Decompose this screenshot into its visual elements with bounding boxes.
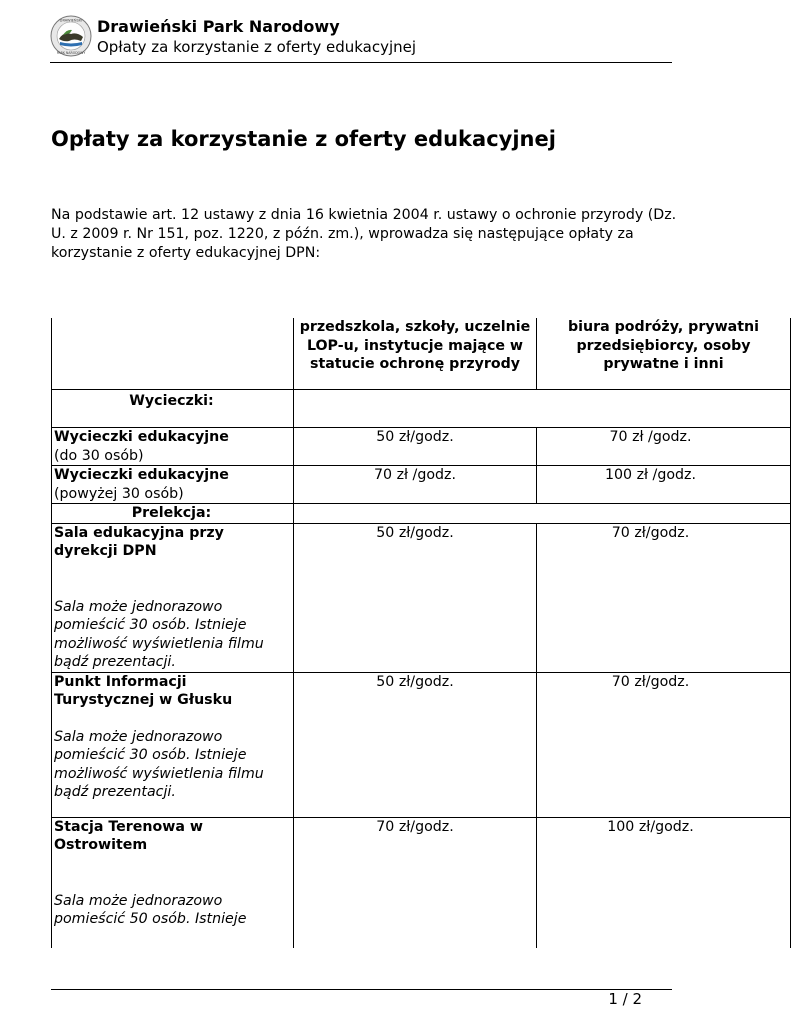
intro-paragraph: Na podstawie art. 12 ustawy z dnia 16 kwietnia 2004 r. ustawy o ochronie przyrody (Dz. U. z 2009 r. Nr 151, poz. 1220, z późn. zm.), wprowadza się następujące opłaty za korzystanie z oferty edukacyjnej DPN: [51, 207, 677, 261]
row-label-cell [52, 817, 294, 948]
row-note: Sala może jednorazowo pomieścić 50 osób. Istnieje [54, 892, 247, 927]
price-schools: 70 zł/godz. [294, 817, 537, 948]
row-label-cell [52, 523, 294, 672]
price-private: 100 zł /godz. [537, 466, 791, 504]
section-row-lectures [52, 504, 791, 524]
table-row [52, 672, 791, 817]
row-label-cell [52, 672, 294, 817]
price-private: 100 zł/godz. [537, 817, 791, 948]
park-logo-icon [50, 15, 92, 57]
table-row [52, 466, 791, 504]
page-footer [51, 989, 672, 1008]
fee-table-container [51, 318, 759, 938]
header-cell-private: biura podróży, prywatni przedsiębiorcy, osoby prywatne i inni [537, 318, 791, 390]
price-schools: 50 zł/godz. [294, 428, 537, 466]
row-note: Sala może jednorazowo pomieścić 30 osób. Istnieje możliwość wyświetlenia filmu bądź prezentacji. [54, 728, 264, 800]
price-schools: 50 zł/godz. [294, 672, 537, 817]
table-header-row [52, 318, 791, 390]
table-row [52, 523, 791, 672]
price-schools: 70 zł /godz. [294, 466, 537, 504]
row-label-cell [52, 428, 294, 466]
row-name: Sala edukacyjna przy dyrekcji DPN [54, 524, 224, 559]
svg-text:PARK NARODOWY: PARK NARODOWY [56, 51, 86, 55]
row-label-cell [52, 466, 294, 504]
page-header [50, 12, 672, 63]
fee-table [51, 318, 791, 948]
row-name: Wycieczki edukacyjne [54, 429, 229, 445]
org-name: Drawieński Park Narodowy [97, 17, 340, 36]
section-empty-cell [294, 504, 791, 524]
row-detail: (powyżej 30 osób) [54, 485, 184, 502]
row-name: Punkt Informacji Turystycznej w Głusku [54, 673, 233, 708]
table-row [52, 428, 791, 466]
row-name: Stacja Terenowa w Ostrowitem [54, 818, 203, 853]
header-cell-schools: przedszkola, szkoły, uczelnie LOP-u, instytucje mające w statucie ochronę przyrody [294, 318, 537, 390]
price-private: 70 zł /godz. [537, 428, 791, 466]
row-note: Sala może jednorazowo pomieścić 30 osób. Istnieje możliwość wyświetlenia filmu bądź prezentacji. [54, 598, 264, 670]
section-row-trips [52, 390, 791, 428]
price-private: 70 zł/godz. [537, 672, 791, 817]
section-label-trips: Wycieczki: [52, 390, 294, 428]
table-row [52, 817, 791, 948]
section-label-lectures: Prelekcja: [52, 504, 294, 524]
header-subtitle: Opłaty za korzystanie z oferty edukacyjnej [97, 38, 417, 56]
header-cell-empty [52, 318, 294, 390]
price-schools: 50 zł/godz. [294, 523, 537, 672]
page-number: 1 / 2 [608, 990, 642, 1008]
section-empty-cell [294, 390, 791, 428]
page-title: Opłaty za korzystanie z oferty edukacyjnej [51, 127, 556, 151]
row-name: Wycieczki edukacyjne [54, 467, 229, 483]
price-private: 70 zł/godz. [537, 523, 791, 672]
svg-text:DRAWIEŃSKI: DRAWIEŃSKI [59, 18, 83, 23]
row-detail: (do 30 osób) [54, 447, 144, 464]
